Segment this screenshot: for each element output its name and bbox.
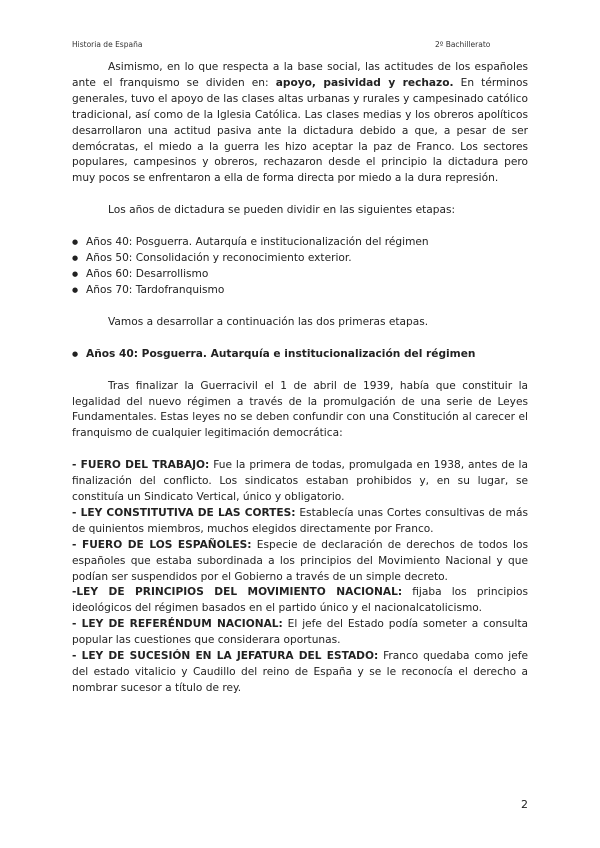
intro-bold: apoyo, pasividad y rechazo.	[275, 76, 454, 89]
law-text: Establecía unas Cortes consultivas de más de quinientos miembros, muchos elegidos directamente por Franco.	[72, 506, 528, 535]
law-text: El jefe del Estado podía someter a consulta popular las cuestiones que considerara oportunas.	[72, 618, 528, 647]
etapas-intro: Los años de dictadura se pueden dividir en las siguientes etapas:	[108, 204, 456, 217]
law-title: -LEY DE PRINCIPIOS DEL MOVIMIENTO NACIONAL:	[72, 586, 403, 599]
list-item: ● Años 40: Posguerra. Autarquía e institucionalización del régimen	[72, 235, 528, 251]
intro-rest: En términos generales, tuvo el apoyo de las clases altas urbanas y rurales y campesinado católico tradicional, así como de la Iglesia Católica. Las clases medias y los obreros apolíticos desarrollaron una actitud pasiva ante la dictadura debido a que, a pesar de ser demócratas, el miedo a la guerra les hizo aceptar la paz de Franco. Los sectores populares, campesinos y obreros, rechazaron desde el principio la dictadura pero muy pocos se enfrentaron a ella de forma directa por miedo a la dura represión.	[72, 76, 528, 185]
header-subject: Historia de España	[72, 40, 143, 49]
list-item: ● Años 70: Tardofranquismo	[72, 283, 528, 299]
document-body	[72, 60, 528, 697]
law-item	[72, 585, 528, 617]
section-heading-list	[72, 347, 528, 363]
law-item	[72, 458, 528, 506]
law-item	[72, 617, 528, 649]
list-item: ● Años 50: Consolidación y reconocimiento exterior.	[72, 251, 528, 267]
law-title: - LEY CONSTITUTIVA DE LAS CORTES:	[72, 506, 296, 519]
leyes-intro: Tras finalizar la Guerracivil el 1 de abril de 1939, había que constituir la legalidad del nuevo régimen a través de la promulgación de una serie de Leyes Fundamentales. Estas leyes no se deben confundir con una Constitución al carecer el franquismo de cualquier legitimación democrática:	[72, 379, 528, 440]
law-title: - LEY DE SUCESIÓN EN LA JEFATURA DEL ESTADO:	[72, 650, 379, 663]
law-text: Franco quedaba como jefe del estado vitalicio y Caudillo del reino de España y se le reconocía el derecho a nombrar sucesor a título de rey.	[72, 650, 528, 694]
law-item	[72, 538, 528, 586]
intro-text: Asimismo, en lo que respecta a la base social, las actitudes de los españoles ante el franquismo se dividen en:	[72, 61, 528, 89]
law-title: - LEY DE REFERÉNDUM NACIONAL:	[72, 618, 283, 631]
page-number: 2	[521, 798, 528, 811]
header-course: 2º Bachillerato	[435, 40, 491, 49]
law-item	[72, 649, 528, 697]
etapas-list	[72, 235, 528, 299]
law-item	[72, 506, 528, 538]
section-title: ● Años 40: Posguerra. Autarquía e institucionalización del régimen	[72, 347, 528, 363]
law-title: - FUERO DEL TRABAJO:	[72, 459, 210, 472]
law-text: fijaba los principios ideológicos del régimen basados en el partido único y el nacionalcatolicismo.	[72, 586, 528, 615]
law-text: Especie de declaración de derechos de todos los españoles que estaba subordinada a los principios del Movimiento Nacional y que podían ser suspendidos por el Gobierno a través de un simple decreto.	[72, 538, 528, 583]
law-title: - FUERO DE LOS ESPAÑOLES:	[72, 538, 252, 551]
laws-list	[72, 458, 528, 697]
intro-paragraph	[72, 60, 528, 187]
law-text: Fue la primera de todas, promulgada en 1938, antes de la finalización del conflicto. Los sindicatos estaban prohibidos y, en su lugar, se constituía un Sindicato Vertical, único y obligatorio.	[72, 459, 528, 504]
list-item: ● Años 60: Desarrollismo	[72, 267, 528, 283]
etapas-outro: Vamos a desarrollar a continuación las dos primeras etapas.	[108, 315, 429, 328]
